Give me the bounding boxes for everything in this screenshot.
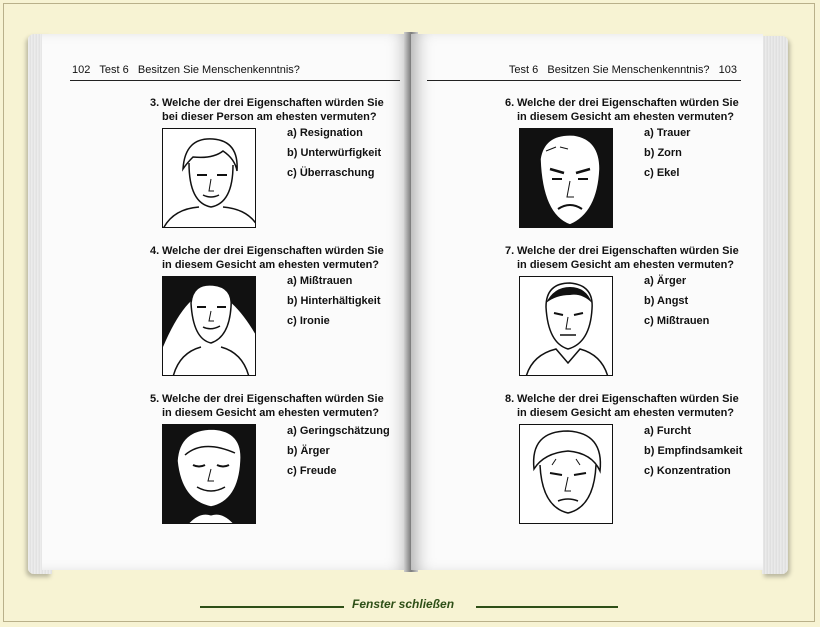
question-number: 7. [505, 245, 515, 257]
answer-options [644, 126, 690, 186]
answer-option: a) Furcht [644, 425, 692, 437]
answer-option: a) Resignation [287, 127, 363, 139]
answer-options [287, 126, 381, 186]
question-number: 8. [505, 393, 515, 405]
question-4 [150, 244, 384, 272]
left-page-header [72, 64, 300, 76]
question-number: 5. [150, 393, 160, 405]
left-page-number: 102 [72, 64, 91, 76]
right-page [411, 34, 763, 570]
answer-option: a) Trauer [644, 127, 691, 139]
answer-option: c) Freude [287, 465, 337, 477]
answer-option: a) Mißtrauen [287, 275, 353, 287]
portrait-image [519, 424, 613, 524]
answer-option: b) Ärger [287, 445, 330, 457]
right-page-title: Test 6 Besitzen Sie Menschenkenntnis? [508, 64, 710, 76]
question-line: Welche der drei Eigenschaften würden Sie [517, 97, 739, 109]
right-page-number: 103 [718, 64, 737, 76]
question-line: Welche der drei Eigenschaften würden Sie [162, 97, 384, 109]
question-6 [505, 96, 739, 124]
close-window-link[interactable]: Fenster schließen [352, 597, 455, 611]
answer-option: a) Geringschätzung [287, 425, 390, 437]
portrait-image [162, 128, 256, 228]
answer-option: c) Ironie [287, 315, 330, 327]
question-number: 6. [505, 97, 515, 109]
answer-options [644, 424, 742, 484]
question-line: Welche der drei Eigenschaften würden Sie [162, 393, 384, 405]
answer-option: b) Unterwürfigkeit [287, 147, 382, 159]
left-page-title: Test 6 Besitzen Sie Menschenkenntnis? [99, 64, 300, 76]
portrait-image [162, 424, 256, 524]
question-line: in diesem Gesicht am ehesten vermuten? [517, 111, 735, 123]
answer-option: b) Zorn [644, 147, 682, 159]
answer-option: a) Ärger [644, 275, 687, 287]
portrait-image [519, 128, 613, 228]
answer-option: c) Mißtrauen [644, 315, 710, 327]
answer-option: c) Überraschung [287, 167, 375, 179]
answer-options [287, 274, 381, 334]
answer-option: b) Empfindsamkeit [644, 445, 743, 457]
question-number: 4. [150, 245, 160, 257]
question-7 [505, 244, 739, 272]
question-line: Welche der drei Eigenschaften würden Sie [517, 393, 739, 405]
question-line: Welche der drei Eigenschaften würden Sie [517, 245, 739, 257]
answer-option: b) Hinterhältigkeit [287, 295, 381, 307]
question-line: in diesem Gesicht am ehesten vermuten? [162, 407, 380, 419]
question-line: in diesem Gesicht am ehesten vermuten? [517, 407, 735, 419]
answer-option: c) Konzentration [644, 465, 731, 477]
right-page-header [509, 64, 737, 76]
footer-divider-left [200, 606, 344, 608]
question-line: in diesem Gesicht am ehesten vermuten? [517, 259, 735, 271]
answer-options [287, 424, 390, 484]
portrait-image [162, 276, 256, 376]
book-scan [28, 28, 788, 578]
question-number: 3. [150, 97, 160, 109]
question-8 [505, 392, 739, 420]
footer-divider-right [476, 606, 618, 608]
answer-option: c) Ekel [644, 167, 680, 179]
left-page [42, 34, 410, 570]
question-line: in diesem Gesicht am ehesten vermuten? [162, 259, 380, 271]
header-rule [70, 80, 400, 81]
page-edges-right [762, 36, 788, 574]
header-rule [427, 80, 741, 81]
question-5 [150, 392, 384, 420]
portrait-image [519, 276, 613, 376]
question-line: Welche der drei Eigenschaften würden Sie [162, 245, 384, 257]
answer-options [644, 274, 709, 334]
question-3 [150, 96, 384, 124]
question-line: bei dieser Person am ehesten vermuten? [162, 111, 377, 123]
answer-option: b) Angst [644, 295, 689, 307]
